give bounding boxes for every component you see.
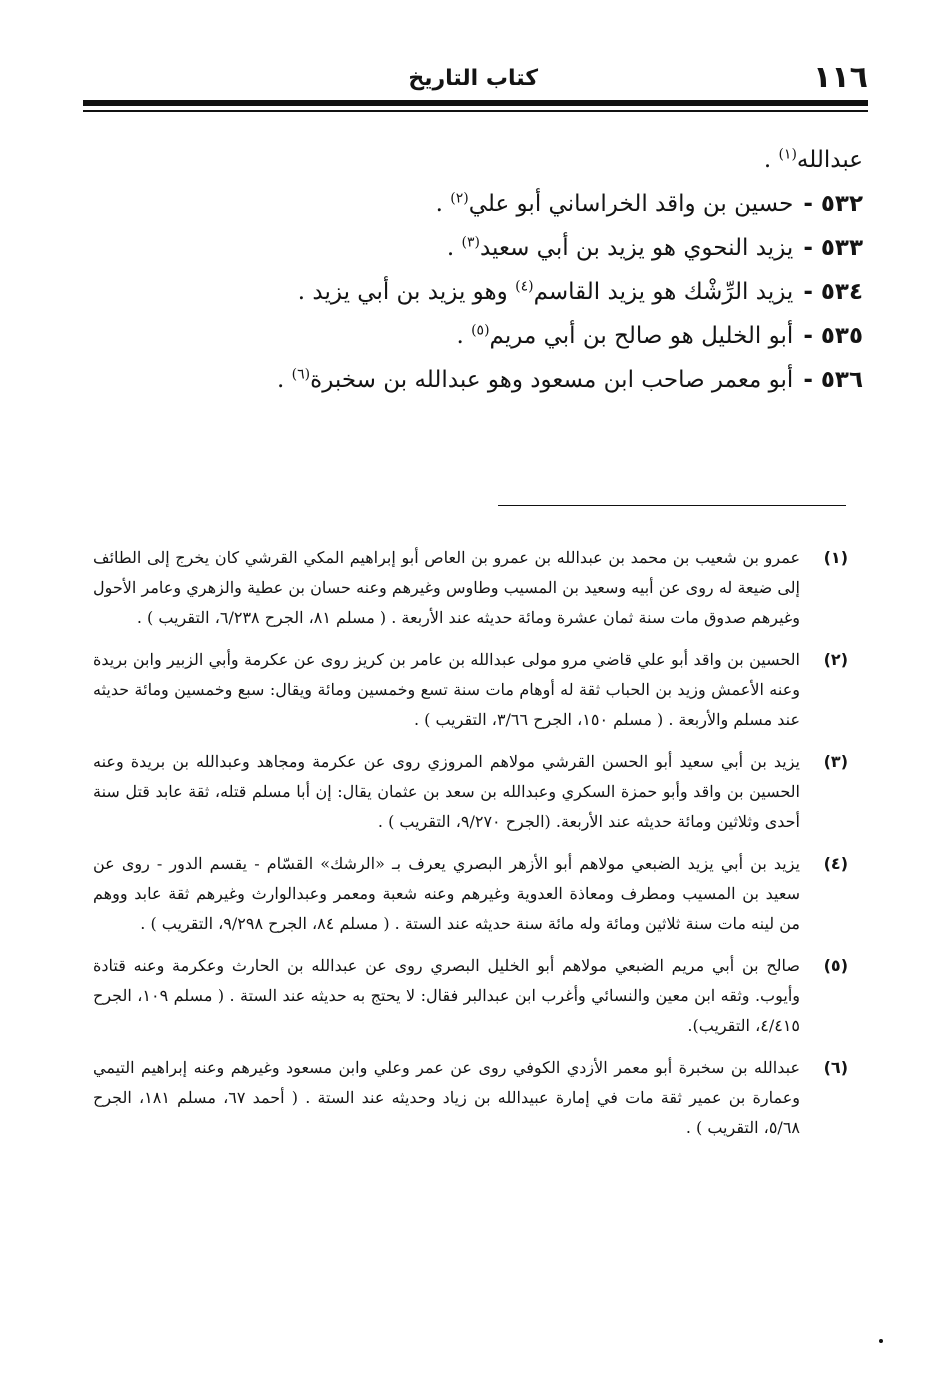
footnote	[93, 645, 848, 735]
footnotes-list	[93, 543, 848, 1155]
page-speck	[879, 1339, 883, 1343]
footnote	[93, 849, 848, 939]
footnote	[93, 747, 848, 837]
entry-number: ٥٣٥	[820, 323, 863, 349]
page-number: ١١٦	[813, 60, 868, 95]
book-title: كتاب التاريخ	[408, 66, 538, 91]
footnote-mark: (٢)	[823, 650, 848, 669]
entry-tail: .	[446, 235, 455, 261]
footnote-mark: (٣)	[823, 752, 848, 771]
footnote-text: يزيد بن أبي يزيد الضبعي مولاهم أبو الأزهر البصري يعرف بـ «الرشك» القسّام - يقسم الدور - روى عن سعيد بن المسيب ومطرف ومعاذة العدوية وغيرهم وعنه شعبة ومعمر وعبدالوارث وغيرهم ثقة عابد ووهم من لينه مات سنة ثلاثين ومائة وله مائة سنة حديثه عند الستة . ( مسلم ٨٤، الجرح ٩/٢٩٨، التقريب ) .	[93, 854, 801, 933]
entry-number: ٥٣٤	[820, 279, 863, 305]
entry-number: ٥٣٣	[820, 235, 863, 261]
footnote-text: الحسين بن واقد أبو علي قاضي مرو مولى عبدالله بن عامر بن كريز روى عن عكرمة وأبي الزبير وابن بريدة وعنه الأعمش وزيد بن الحباب ثقة له أوهام مات سنة تسع وخمسين ومائة ويقال: سبع وخمسين ومائة حديثه عند مسلم والأربعة . ( مسلم ١٥٠، الجرح ٣/٦٦، التقريب ) .	[93, 650, 800, 729]
continuation-end: .	[763, 147, 772, 173]
entry-tail: .	[277, 367, 285, 393]
footnote-text: يزيد بن أبي سعيد أبو الحسن القرشي مولاهم المروزي روى عن عكرمة ومجاهد وعبدالله بن بريدة وعنه الحسين بن واقد وأبو حمزة السكري وعبدالله بن سعد بن عثمان يقال: إن أبا مسلم قتله، ثقة عابد قتل سنة أحدى وثلاثين ومائة حديثه عند الأربعة. (الجرح ٩/٢٧٠، التقريب ) .	[93, 752, 800, 831]
note-ref: (٣)	[461, 234, 480, 251]
footnote-separator	[498, 505, 846, 506]
footnote	[93, 543, 848, 633]
entry: ٥٣٣ - يزيد النحوي هو يزيد بن أبي سعيد$^{(٣)}$ .	[446, 234, 863, 261]
footnote-mark: (٦)	[823, 1058, 848, 1077]
continuation-text: عبدالله	[796, 147, 863, 173]
entry-text: حسين بن واقد الخراساني أبو علي	[468, 191, 794, 217]
entry-tail: .	[456, 323, 464, 349]
footnote	[93, 1053, 848, 1143]
note-ref: (٦)	[291, 366, 311, 383]
note-ref: (٤)	[515, 278, 534, 295]
entry-text: أبو معمر صاحب ابن مسعود وهو عبدالله بن سخبرة	[310, 367, 794, 393]
note-ref: (٢)	[450, 190, 469, 207]
continuation-line	[163, 138, 863, 182]
note-ref: (٥)	[471, 322, 490, 339]
entries-list	[163, 138, 863, 402]
entry-text: يزيد النحوي هو يزيد بن أبي سعيد	[479, 235, 794, 261]
page-header	[83, 62, 868, 94]
entry-number: ٥٣٢	[820, 191, 863, 217]
footnote-text: صالح بن أبي مريم الضبعي مولاهم أبو الخليل البصري روى عن عبدالله بن الحارث وعكرمة وعنه قتادة وأيوب. وثقه ابن معين والنسائي وأغرب ابن عبدالبر فقال: لا يحتج به حديثه عند الستة . ( مسلم ١٠٩، الجرح ٤/٤١٥، التقريب).	[93, 956, 800, 1035]
footnote-mark: (١)	[823, 548, 848, 567]
entry: ٥٣٢ - حسين بن واقد الخراساني أبو علي$^{(٢)}$ .	[435, 190, 863, 217]
entry: ٥٣٤ - يزيد الرِّشْك هو يزيد القاسم$^{(٤)}$ وهو يزيد بن أبي يزيد .	[297, 278, 863, 305]
entry-tail: وهو يزيد بن أبي يزيد .	[297, 279, 508, 305]
footnote	[93, 951, 848, 1041]
entry-tail: .	[435, 191, 443, 217]
footnote-text: عمرو بن شعيب بن محمد بن عبدالله بن عمرو بن العاص أبو إبراهيم المكي القرشي كان يخرج إلى الطائف إلى ضيعة له روى عن أبيه وسعيد بن المسيب وطاوس وغيرهم وعنه حسان بن عطية والزهري وعامر الأحول وغيرهم صدوق مات سنة ثمان عشرة ومائة حديثه عند الأربعة . ( مسلم ٨١، الجرح ٦/٢٣٨، التقريب ) .	[93, 548, 800, 627]
entry: ٥٣٥ - أبو الخليل هو صالح بن أبي مريم$^{(٥)}$ .	[456, 322, 863, 349]
footnote-text: عبدالله بن سخبرة أبو معمر الأزدي الكوفي روى عن عمر وعلي وابن مسعود وغيرهم وعنه إبراهيم التيمي وعمارة بن عمير ثقة مات في إمارة عبيدالله بن زياد وحديثه عند الستة . ( أحمد ٦٧، مسلم ١٨١، الجرح ٥/٦٨، التقريب ) .	[93, 1058, 801, 1137]
footnote-mark: (٥)	[823, 956, 848, 975]
note-ref: (١)	[778, 146, 797, 163]
entry-text: يزيد الرِّشْك هو يزيد القاسم	[533, 279, 794, 305]
entry-text: أبو الخليل هو صالح بن أبي مريم	[489, 323, 794, 349]
footnote-mark: (٤)	[823, 854, 848, 873]
header-rule-thin	[83, 110, 868, 112]
entry: ٥٣٦ - أبو معمر صاحب ابن مسعود وهو عبدالله بن سخبرة$^{(٦)}$ .	[277, 366, 863, 393]
entry-number: ٥٣٦	[820, 367, 863, 393]
header-rule-thick	[83, 100, 868, 106]
